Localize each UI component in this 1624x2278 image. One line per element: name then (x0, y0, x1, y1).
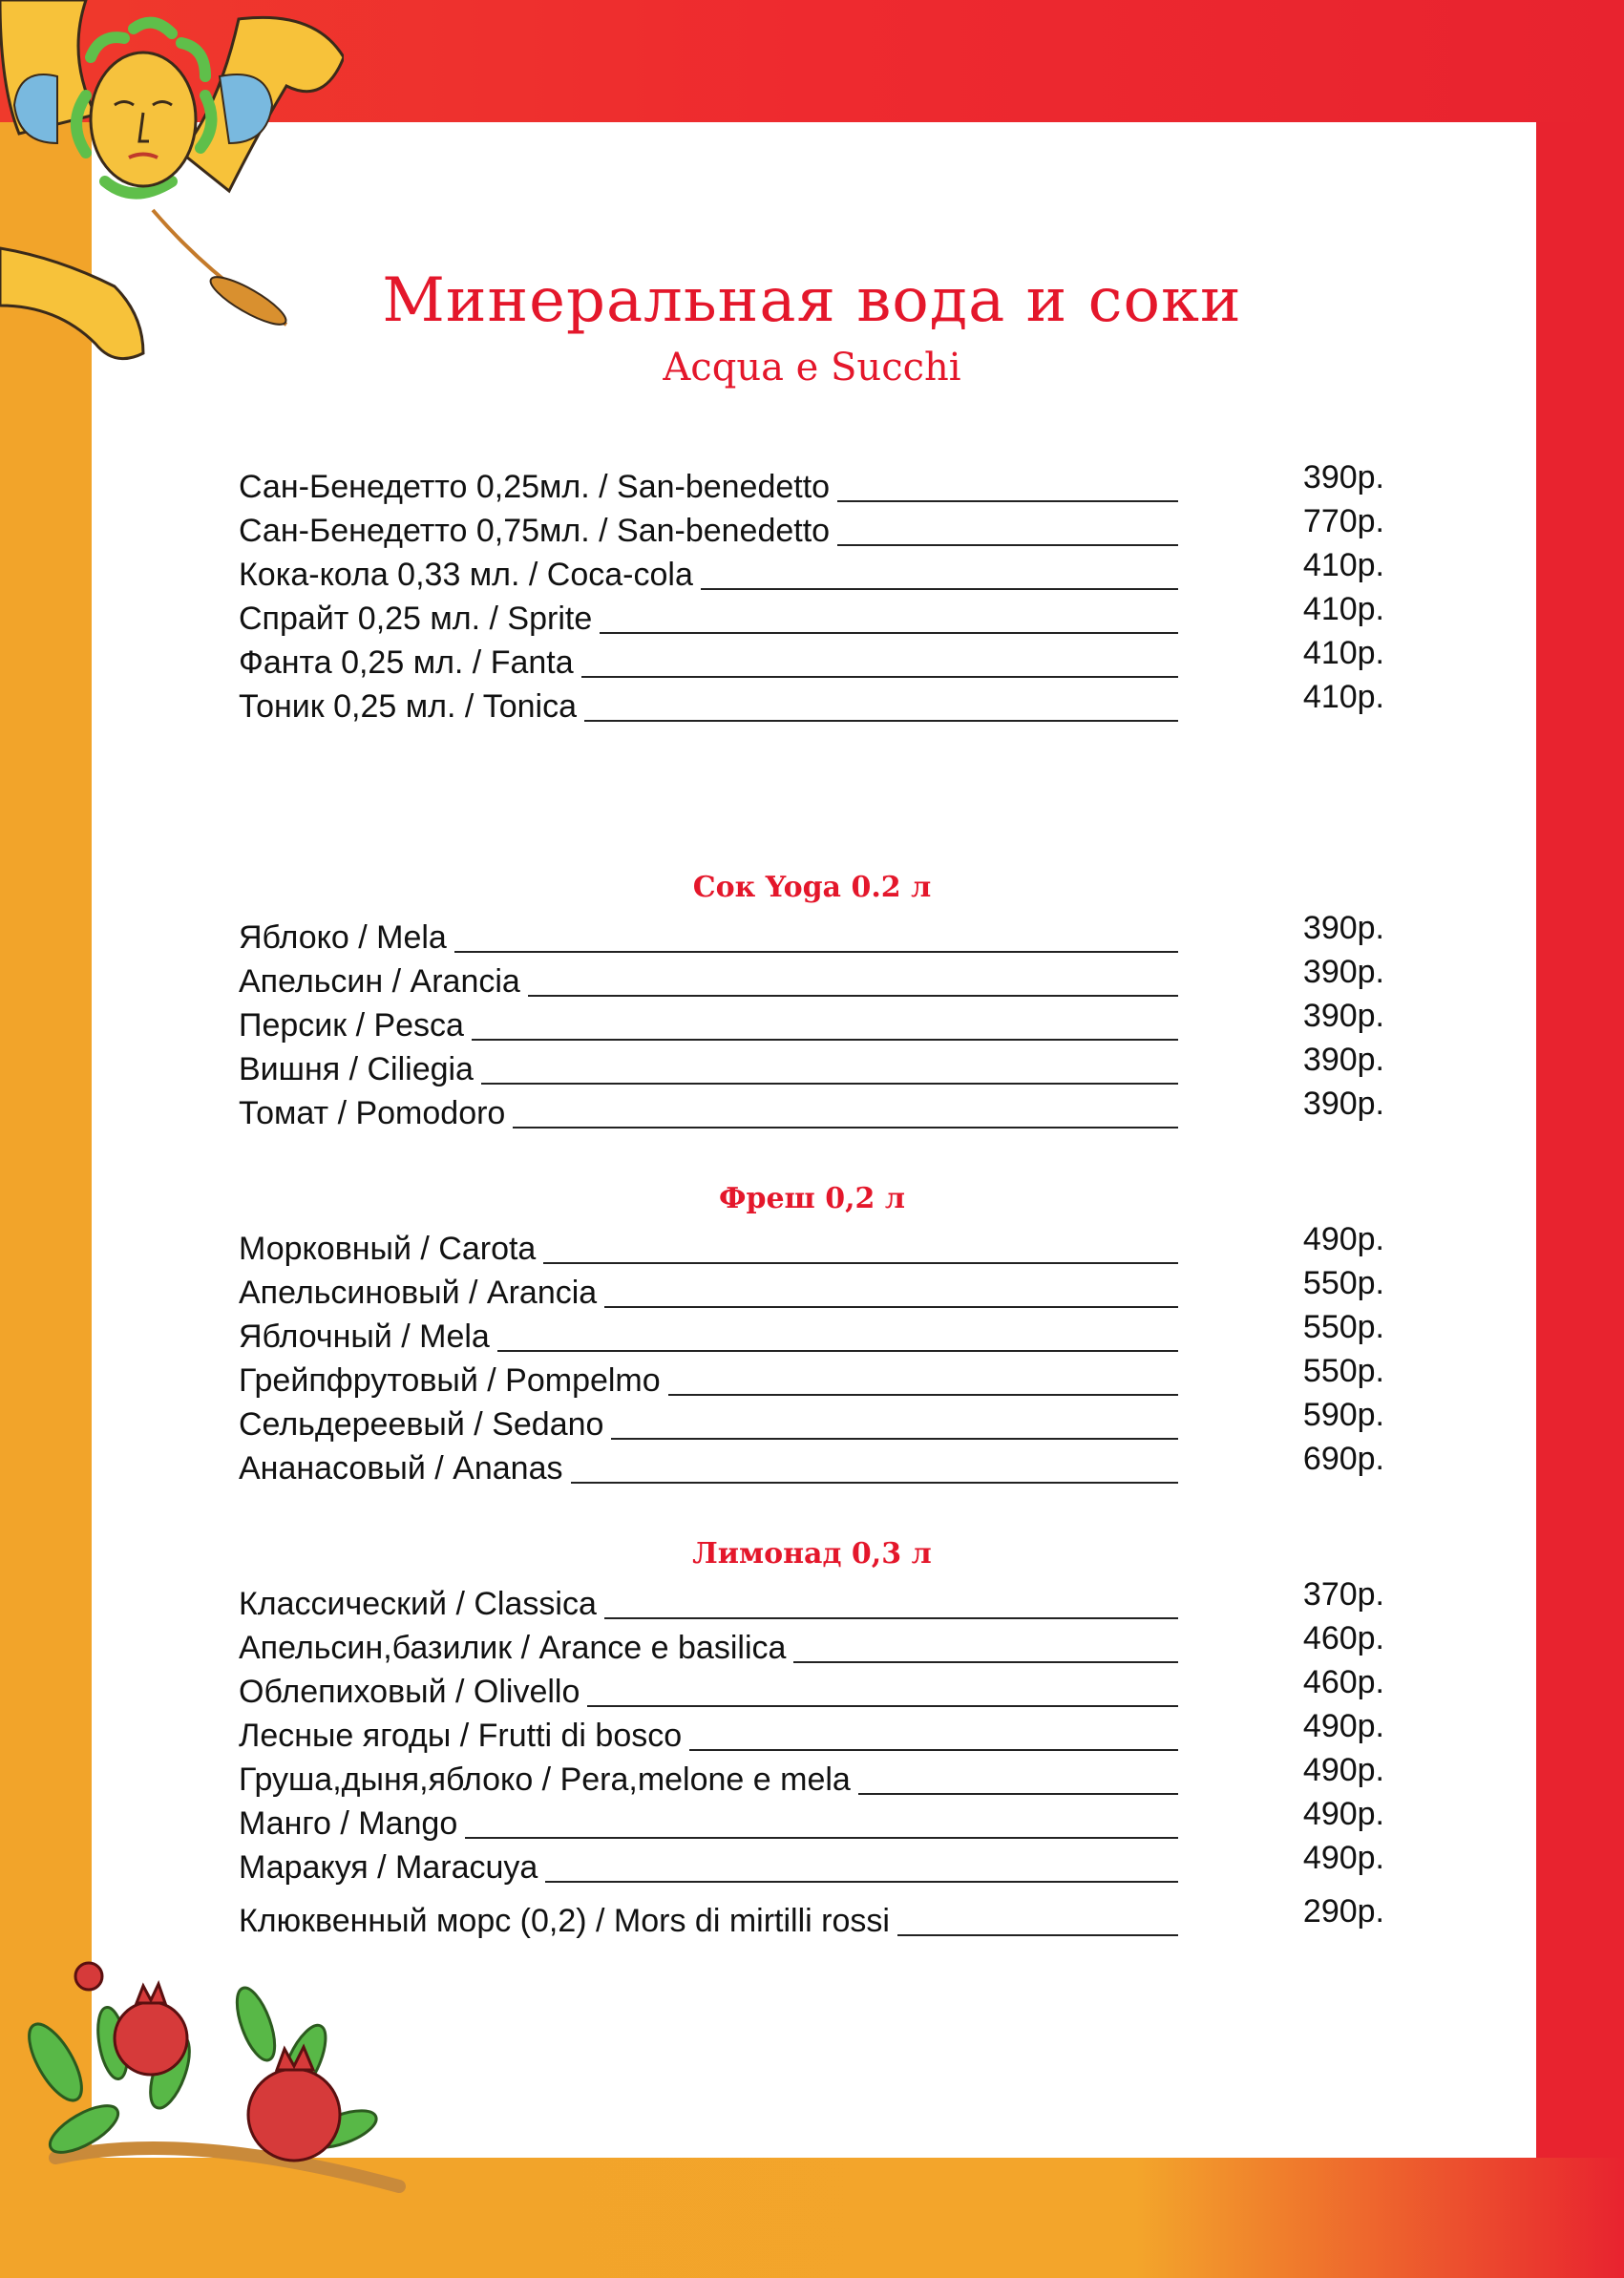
item-price: 290р. (1302, 1893, 1384, 1930)
section-title-lemonade: Лимонад 0,3 л (692, 1537, 932, 1571)
item-price: 490р. (1302, 1796, 1384, 1832)
menu-item (239, 1893, 1384, 1942)
item-name: Сан-Бенедетто 0,75мл. / San-benedetto (239, 510, 837, 552)
item-price: 410р. (1302, 547, 1384, 583)
menu-item (239, 1221, 1384, 1270)
item-name: Сельдереевый / Sedano (239, 1403, 611, 1445)
item-name: Спрайт 0,25 мл. / Sprite (239, 598, 600, 640)
item-name: Морковный / Carota (239, 1228, 543, 1270)
item-name: Вишня / Ciliegia (239, 1048, 481, 1090)
item-price: 410р. (1302, 591, 1384, 627)
item-price: 410р. (1302, 635, 1384, 671)
item-price: 490р. (1302, 1752, 1384, 1788)
item-name: Грейпфрутовый / Pompelmo (239, 1360, 668, 1402)
menu-item (239, 1840, 1384, 1888)
item-name: Тоник 0,25 мл. / Tonica (239, 686, 584, 728)
item-name: Апельсин / Arancia (239, 960, 528, 1002)
menu-item (239, 1265, 1384, 1314)
menu-item (239, 1620, 1384, 1669)
menu-item (239, 503, 1384, 552)
item-price: 490р. (1302, 1221, 1384, 1257)
item-name: Кока-кола 0,33 мл. / Coca-cola (239, 554, 701, 596)
frame-right-border (1536, 0, 1624, 2278)
item-price: 390р. (1302, 1042, 1384, 1078)
item-price: 490р. (1302, 1840, 1384, 1876)
menu-item (239, 998, 1384, 1046)
menu-item (239, 910, 1384, 959)
menu-item (239, 1441, 1384, 1489)
menu-item (239, 1664, 1384, 1713)
item-price: 460р. (1302, 1664, 1384, 1700)
menu-item (239, 1708, 1384, 1757)
item-name: Лесные ягоды / Frutti di bosco (239, 1715, 689, 1757)
item-price: 390р. (1302, 954, 1384, 990)
menu-item (239, 1086, 1384, 1134)
item-name: Манго / Mango (239, 1803, 465, 1845)
item-name: Классический / Classica (239, 1583, 604, 1625)
item-name: Фанта 0,25 мл. / Fanta (239, 642, 581, 684)
item-name: Яблочный / Mela (239, 1316, 497, 1358)
item-price: 390р. (1302, 459, 1384, 496)
menu-item (239, 1397, 1384, 1445)
item-name: Томат / Pomodoro (239, 1092, 513, 1134)
section-title-yoga: Сок Yoga 0.2 л (692, 871, 932, 904)
pomegranate-branch-icon (17, 1957, 456, 2196)
item-name: Сан-Бенедетто 0,25мл. / San-benedetto (239, 466, 837, 508)
item-name: Груша,дыня,яблоко / Pera,melone e mela (239, 1759, 858, 1801)
item-price: 390р. (1302, 998, 1384, 1034)
page-title: Минеральная вода и соки (382, 265, 1242, 336)
menu-item (239, 547, 1384, 596)
menu-item (239, 1752, 1384, 1801)
item-name: Ананасовый / Ananas (239, 1447, 571, 1489)
item-name: Апельсин,базилик / Arance e basilica (239, 1627, 793, 1669)
menu-item (239, 635, 1384, 684)
menu-item (239, 1796, 1384, 1845)
item-price: 390р. (1302, 910, 1384, 946)
item-price: 590р. (1302, 1397, 1384, 1433)
item-price: 690р. (1302, 1441, 1384, 1477)
item-price: 490р. (1302, 1708, 1384, 1744)
item-price: 550р. (1302, 1353, 1384, 1389)
item-price: 550р. (1302, 1309, 1384, 1345)
item-name: Маракуя / Maracuya (239, 1846, 545, 1888)
menu-item (239, 591, 1384, 640)
item-name: Яблоко / Mela (239, 917, 454, 959)
item-price: 390р. (1302, 1086, 1384, 1122)
item-name: Клюквенный морс (0,2) / Mors di mirtilli rossi (239, 1900, 897, 1942)
item-price: 370р. (1302, 1576, 1384, 1613)
item-price: 460р. (1302, 1620, 1384, 1656)
menu-item (239, 459, 1384, 508)
item-name: Апельсиновый / Arancia (239, 1272, 604, 1314)
item-price: 410р. (1302, 679, 1384, 715)
menu-item (239, 954, 1384, 1002)
item-price: 550р. (1302, 1265, 1384, 1301)
menu-item (239, 1353, 1384, 1402)
page-subtitle: Acqua e Succhi (663, 346, 961, 390)
menu-item (239, 1042, 1384, 1090)
item-name: Персик / Pesca (239, 1004, 472, 1046)
section-title-fresh: Фреш 0,2 л (719, 1182, 905, 1215)
menu-item (239, 679, 1384, 728)
menu-item (239, 1309, 1384, 1358)
item-price: 770р. (1302, 503, 1384, 539)
menu-item (239, 1576, 1384, 1625)
item-name: Облепиховый / Olivello (239, 1671, 587, 1713)
